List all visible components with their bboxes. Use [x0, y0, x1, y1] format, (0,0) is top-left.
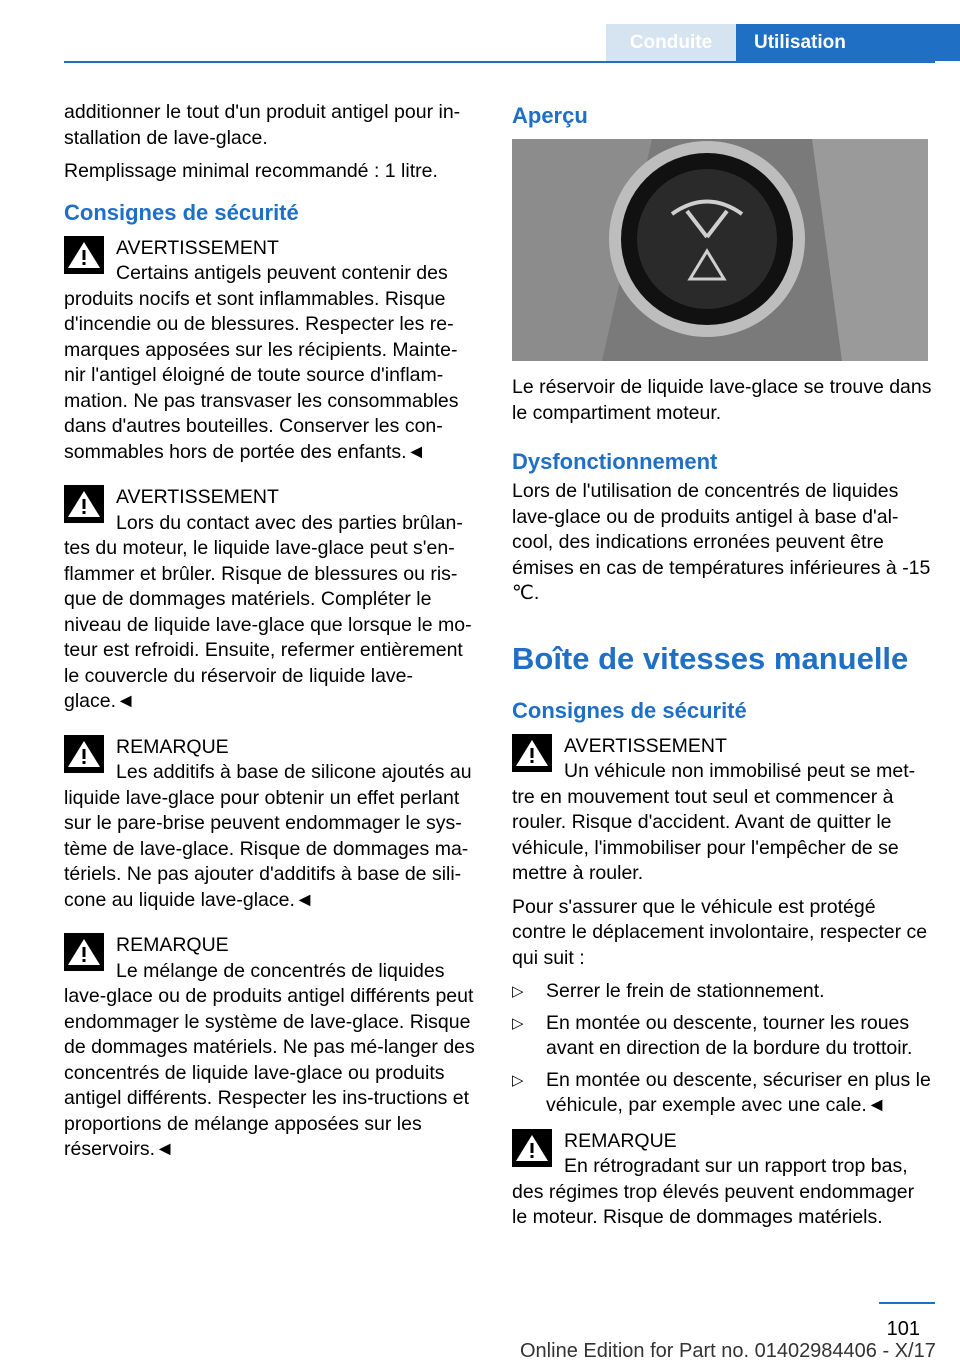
dysfunction-text: Lors de l'utilisation de concentrés de liquides lave-glace ou de produits antigel à base d'al-cool, des indications erronées peuvent être émises en cas de températures inférieures à -15 ℃. — [512, 480, 931, 604]
tab-conduite[interactable]: Conduite — [606, 24, 736, 61]
notice-text: Certains antigels peuvent contenir des produits nocifs et sont inflammables. Risque d'incendie ou de blessures. Respecter les re-marques apposées sur les récipients. Mainte-nir l'antigel éloigné de toute source d'inflam-mation. Ne pas transvaser les consommables dans d'autres bouteilles. Conserver les con-sommables hors de portée des enfants.◄ — [64, 262, 459, 463]
warning-triangle-icon — [64, 933, 104, 971]
manual-safety-heading: Consignes de sécurité — [512, 697, 747, 723]
notice-label: AVERTISSEMENT — [564, 734, 727, 757]
precaution-paragraph: Pour s'assurer que le véhicule est protégé contre le déplacement involontaire, respecter ce qui suit : — [512, 895, 928, 969]
warning-triangle-icon — [512, 1129, 552, 1167]
page-number: 101 — [886, 1318, 920, 1340]
intro-line-1: additionner le tout d'un produit antigel pour in-stallation de lave-glace. — [64, 101, 461, 149]
online-edition: Online Edition for Part no. 01402984406 - X/17 — [520, 1340, 936, 1362]
notice-text: En rétrogradant sur un rapport trop bas, des régimes trop élevés peuvent endommager le moteur. Risque de dommages matériels. — [512, 1155, 915, 1228]
list-item — [512, 1068, 932, 1119]
notice-label: REMARQUE — [116, 735, 229, 758]
footer-rule — [879, 1302, 935, 1304]
bullet-triangle-icon: ▷ — [512, 983, 524, 1000]
notice-label: REMARQUE — [116, 934, 229, 956]
notice-text: Le mélange de concentrés de liquides lave-glace ou de produits antigel différents peut endommager le système de lave-glace. Risque de dommages matériels. Ne pas mé-langer des concentrés de liquide lave-glace ou produits antigel différents. Respecter les ins-tructions et proportions de mélange apposées sur les réservoirs.◄ — [64, 959, 475, 1160]
notice-label: AVERTISSEMENT — [116, 486, 279, 508]
list-item-text: En montée ou descente, tourner les roues avant en direction de la bordure du trottoir. — [546, 1011, 913, 1059]
notice-1 — [64, 236, 478, 466]
notice-label: REMARQUE — [564, 1129, 677, 1152]
notice-manual-2 — [512, 1129, 932, 1231]
bullet-triangle-icon: ▷ — [512, 1071, 524, 1089]
notice-text: Lors du contact avec des parties brûlan-tes du moteur, le liquide lave-glace peut s'en-flammer et brûler. Risque de blessures ou ris-que de dommages matériels. Compléter le niveau de liquide lave-glace que lorsque le mo-teur est refroidi. Ensuite, refermer entièrement le couvercle du réservoir de liquide lave-glace.◄ — [64, 511, 472, 712]
warning-triangle-icon — [64, 735, 104, 773]
left-column — [64, 100, 478, 1183]
apercu-text: Le réservoir de liquide lave-glace se trouve dans le compartiment moteur. — [512, 376, 932, 424]
apercu-heading: Aperçu — [512, 103, 588, 128]
header-rule — [64, 61, 935, 63]
safety-heading: Consignes de sécurité — [64, 199, 299, 225]
notice-text: Les additifs à base de silicone ajoutés au liquide lave-glace pour obtenir un effet perlant sur le pare-brise peuvent endommager le sys-tème de lave-glace. Risque de dommages ma-tériels. Ne pas ajouter d'additifs à base de sili-cone au liquide lave-glace.◄ — [64, 761, 472, 911]
notice-manual-1 — [512, 734, 932, 887]
notice-3 — [64, 735, 478, 914]
warning-triangle-icon — [512, 734, 552, 772]
header-tabs — [606, 24, 960, 61]
warning-triangle-icon — [64, 485, 104, 523]
notice-label: AVERTISSEMENT — [116, 236, 279, 259]
section-title: Boîte de vitesses manuelle — [512, 640, 909, 676]
list-item — [512, 979, 932, 1005]
intro-line-2: Remplissage minimal recommandé : 1 litre. — [64, 160, 438, 182]
bullet-triangle-icon: ▷ — [512, 1014, 524, 1032]
washer-reservoir-photo — [512, 139, 928, 361]
dysfunction-heading: Dysfonctionnement — [512, 449, 718, 474]
list-item-text: En montée ou descente, sécuriser en plus le véhicule, par exemple avec une cale.◄ — [546, 1068, 931, 1116]
right-column — [512, 100, 932, 1251]
precaution-list — [512, 979, 932, 1119]
notice-2 — [64, 485, 478, 715]
list-item — [512, 1011, 932, 1062]
notice-4 — [64, 933, 478, 1163]
list-item-text: Serrer le frein de stationnement. — [546, 980, 825, 1002]
tab-utilisation[interactable]: Utilisation — [736, 24, 960, 61]
warning-triangle-icon — [64, 236, 104, 274]
notice-text: Un véhicule non immobilisé peut se met-tre en mouvement tout seul et commencer à rouler. Risque d'accident. Avant de quitter le véhicule, l'immobiliser pour l'empêcher de se mettre à rouler. — [512, 760, 916, 884]
